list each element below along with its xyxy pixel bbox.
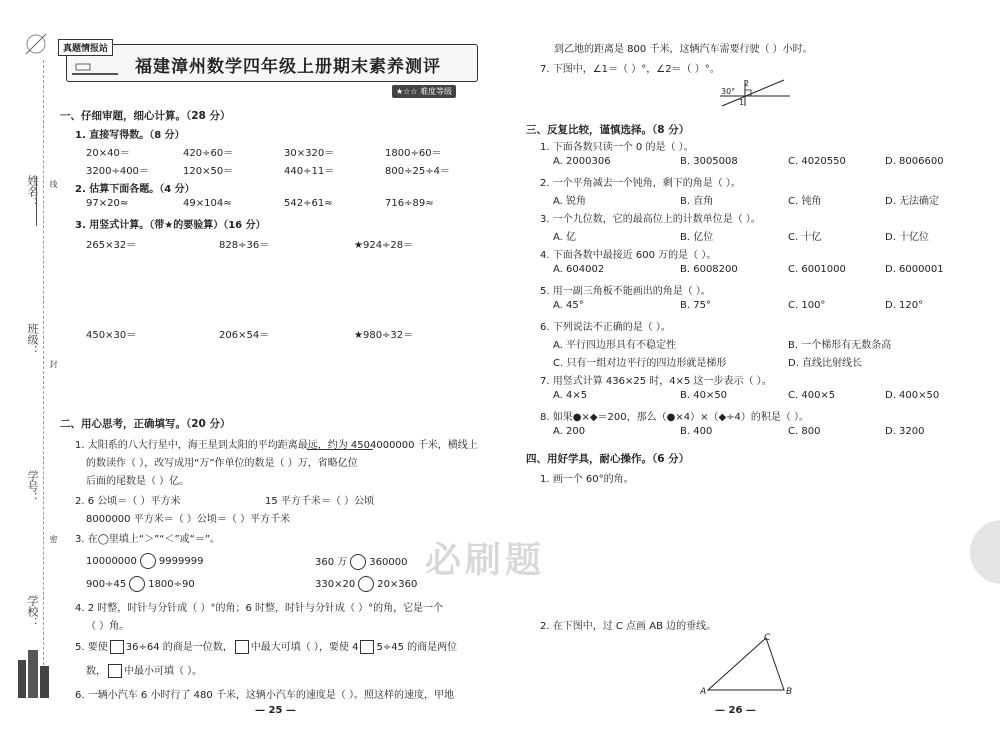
compare-circle[interactable] <box>129 576 145 592</box>
vertical-calc-item: ★924÷28＝ <box>354 240 414 251</box>
q5-text: 数， <box>86 666 106 677</box>
s2-q6: 6. 一辆小汽车 6 小时行了 480 千米，这辆小汽车的速度是（ ）。照这样的速度，甲地 <box>75 690 455 701</box>
section-2-title: 二、用心思考，正确填写。（20 分） <box>60 418 231 430</box>
mc-question: 6. 下列说法不正确的是（ ）。 <box>540 322 671 333</box>
mc-option[interactable]: A. 200 <box>553 426 586 437</box>
compare-row-2 <box>315 553 407 570</box>
section-3-title: 三、反复比较，谨慎选择。（8 分） <box>526 124 690 136</box>
mc-option[interactable]: B. 直角 <box>680 196 714 207</box>
number-underline <box>307 449 373 450</box>
building-silhouette-icon <box>16 640 52 700</box>
compare-row-4 <box>315 576 417 592</box>
vertical-calc-item: 265×32＝ <box>86 240 137 251</box>
mc-option[interactable]: C. 800 <box>788 426 821 437</box>
binding-dashed-line <box>43 60 44 680</box>
digit-box[interactable] <box>360 640 374 654</box>
vertical-calc-item: 828÷36＝ <box>219 240 270 251</box>
s2-q2b: 8000000 平方米＝（ ）公顷＝（ ）平方千米 <box>86 514 291 525</box>
s2-q1-line1: 1. 太阳系的八大行星中，海王星到太阳的平均距离最远，约为 4504000000 千米，横线上 <box>75 440 478 451</box>
compare-right: 1800÷90 <box>148 579 195 590</box>
mc-option[interactable]: D. 8006600 <box>885 156 944 167</box>
digit-box[interactable] <box>235 640 249 654</box>
mc-question: 7. 用竖式计算 436×25 时，4×5 这一步表示（ ）。 <box>540 376 772 387</box>
angle-1-label: 1 <box>739 98 745 107</box>
q5-text: 中最大可填（ ），要使 4 <box>250 642 359 653</box>
compare-left: 360 万 <box>315 557 348 568</box>
s4-q2: 2. 在下图中，过 C 点画 AB 边的垂线。 <box>540 621 717 632</box>
mc-option[interactable]: C. 只有一组对边平行的四边形就是梯形 <box>553 358 727 369</box>
vertex-c-label: C <box>764 633 771 643</box>
angle-2-label: 2 <box>744 79 750 88</box>
compare-right: 9999999 <box>158 556 204 567</box>
mc-option[interactable]: A. 平行四边形具有不稳定性 <box>553 340 677 351</box>
mc-option[interactable]: A. 604002 <box>553 264 605 275</box>
mc-question: 4. 下面各数中最接近 600 万的是（ ）。 <box>540 250 717 261</box>
calc-item: 800÷25÷4＝ <box>385 166 450 177</box>
margin-name-label: 姓名： <box>26 175 39 208</box>
mc-question: 2. 一个平角减去一个钝角，剩下的角是（ ）。 <box>540 178 741 189</box>
watermark-text: 必刷题 <box>425 540 546 581</box>
mc-option[interactable]: D. 无法确定 <box>885 196 940 207</box>
compare-right: 20×360 <box>377 579 418 590</box>
s2-q2a2: 15 平方千米＝（ ）公顷 <box>265 496 375 507</box>
vertical-calc-item: 206×54＝ <box>219 330 270 341</box>
s2-q2a: 2. 6 公顷＝（ ）平方米 <box>75 496 181 507</box>
compare-left: 10000000 <box>86 556 137 567</box>
angle-30-label: 30° <box>721 87 736 96</box>
mc-option[interactable]: D. 120° <box>885 300 924 311</box>
vertical-calc-item: ★980÷32＝ <box>354 330 414 341</box>
triangle-figure <box>700 632 800 696</box>
mc-question: 1. 下面各数只读一个 0 的是（ ）。 <box>540 142 694 153</box>
margin-bind-mark: 密 <box>49 535 58 543</box>
margin-line-mark: 线 <box>49 180 58 188</box>
calc-item: 30×320＝ <box>284 148 335 159</box>
estimate-item: 716÷89≈ <box>385 198 434 209</box>
calc-item: 120×50＝ <box>183 166 234 177</box>
mc-question: 5. 用一副三角板不能画出的角是（ ）。 <box>540 286 711 297</box>
q5-text: 5÷45 的商是两位 <box>376 642 458 653</box>
s4-q1: 1. 画一个 60°的角。 <box>540 474 634 485</box>
watermark-circle <box>970 520 1000 584</box>
section-1-title: 一、仔细审题，细心计算。（28 分） <box>60 110 231 122</box>
page-number-left: — 25 — <box>255 705 296 716</box>
margin-id-label: 学号： <box>26 470 39 503</box>
margin-class-label: 班级： <box>26 323 39 356</box>
mc-option[interactable]: A. 锐角 <box>553 196 587 207</box>
mc-question: 8. 如果●×◆＝200，那么（●×4）×（◆÷4）的积是（ ）。 <box>540 412 810 423</box>
s2-q1-line3: 后面的尾数是（ ）亿。 <box>86 476 190 487</box>
calc-item: 440÷11＝ <box>284 166 335 177</box>
mc-option[interactable]: B. 亿位 <box>680 232 714 243</box>
digit-box[interactable] <box>108 664 122 678</box>
compare-circle[interactable] <box>140 553 156 569</box>
margin-school-label: 学校： <box>26 595 39 628</box>
mc-option[interactable]: C. 100° <box>788 300 826 311</box>
q5-text: 中最小可填（ ）。 <box>124 666 203 677</box>
compare-left: 900÷45 <box>86 579 127 590</box>
mc-option[interactable]: D. 十亿位 <box>885 232 930 243</box>
calc-item: 1800÷60＝ <box>385 148 442 159</box>
mc-option[interactable]: C. 4020550 <box>788 156 846 167</box>
compare-left: 330×20 <box>315 579 356 590</box>
compare-row-1 <box>86 553 203 569</box>
mc-option[interactable]: B. 一个梯形有无数条高 <box>788 340 892 351</box>
estimate-item: 97×20≈ <box>86 198 129 209</box>
mc-option[interactable]: C. 钝角 <box>788 196 822 207</box>
mc-option[interactable]: D. 直线比射线长 <box>788 358 863 369</box>
mc-option[interactable]: D. 6000001 <box>885 264 944 275</box>
vertical-calc-item: 450×30＝ <box>86 330 137 341</box>
mc-option[interactable]: B. 3005008 <box>680 156 738 167</box>
q5-text: 36÷64 的商是一位数， <box>125 642 233 653</box>
calc-item: 20×40＝ <box>86 148 130 159</box>
mc-option[interactable]: A. 4×5 <box>553 390 588 401</box>
s2-q1-line2: 的数读作（ ），改写成用“万”作单位的数是（ ）万，省略亿位 <box>86 458 358 469</box>
mc-option[interactable]: B. 40×50 <box>680 390 728 401</box>
mc-option[interactable]: D. 3200 <box>885 426 925 437</box>
s2-q3: 3. 在◯里填上“＞”“＜”或“＝”。 <box>75 534 220 545</box>
binding-margin <box>0 0 56 748</box>
compare-right: 360000 <box>369 557 408 568</box>
calc-item: 420÷60＝ <box>183 148 234 159</box>
mc-question: 3. 一个九位数，它的最高位上的计数单位是（ ）。 <box>540 214 761 225</box>
mc-option[interactable]: D. 400×50 <box>885 390 940 401</box>
s2-q5-line1 <box>75 638 457 654</box>
compare-row-3 <box>86 576 195 592</box>
mc-option[interactable]: C. 6001000 <box>788 264 846 275</box>
banner-tag: 真题情报站 <box>58 39 113 56</box>
page-number-right: — 26 — <box>715 705 756 716</box>
right-page <box>425 0 1000 748</box>
margin-seal-mark: 封 <box>49 360 58 368</box>
vertex-a-label: A <box>700 687 707 696</box>
compare-circle[interactable] <box>358 576 374 592</box>
vertex-b-label: B <box>786 687 793 696</box>
compass-decoration-icon <box>22 30 50 58</box>
s2-q4-line1: 4. 2 时整，时针与分针成（ ）°的角；6 时整，时针与分针成（ ）°的角，它是一个 <box>75 603 444 614</box>
difficulty-badge: ★☆☆ 难度等级 <box>392 85 456 98</box>
mc-option[interactable]: B. 75° <box>680 300 711 311</box>
s2-q7: 7. 下图中，∠1＝（ ）°，∠2＝（ ）°。 <box>540 64 720 75</box>
mc-option[interactable]: B. 400 <box>680 426 713 437</box>
calc-item: 3200÷400＝ <box>86 166 149 177</box>
compare-circle[interactable] <box>350 554 366 570</box>
page-title: 福建漳州数学四年级上册期末素养测评 <box>135 57 441 77</box>
s1-q1: 1. 直接写得数。（8 分） <box>75 130 185 141</box>
mc-option[interactable]: C. 十亿 <box>788 232 822 243</box>
q5-text: 5. 要使 <box>75 642 108 653</box>
s1-q3: 3. 用竖式计算。（带★的要验算）（16 分） <box>75 220 266 231</box>
mc-option[interactable]: A. 2000306 <box>553 156 611 167</box>
digit-box[interactable] <box>110 640 124 654</box>
s2-q6-continued: 到乙地的距离是 800 千米，这辆汽车需要行驶（ ）小时。 <box>554 44 813 55</box>
mc-option[interactable]: A. 亿 <box>553 232 577 243</box>
s2-q4-line2: （ ）角。 <box>86 621 130 632</box>
s1-q2: 2. 估算下面各题。（4 分） <box>75 184 195 195</box>
mc-option[interactable]: C. 400×5 <box>788 390 836 401</box>
s2-q5-line2 <box>86 662 202 678</box>
angle-figure <box>718 74 792 108</box>
section-4-title: 四、用好学具，耐心操作。（6 分） <box>526 453 690 465</box>
mc-option[interactable]: A. 45° <box>553 300 584 311</box>
estimate-item: 542÷61≈ <box>284 198 333 209</box>
mc-option[interactable]: B. 6008200 <box>680 264 738 275</box>
pencil-decoration-icon <box>70 58 120 78</box>
estimate-item: 49×104≈ <box>183 198 232 209</box>
